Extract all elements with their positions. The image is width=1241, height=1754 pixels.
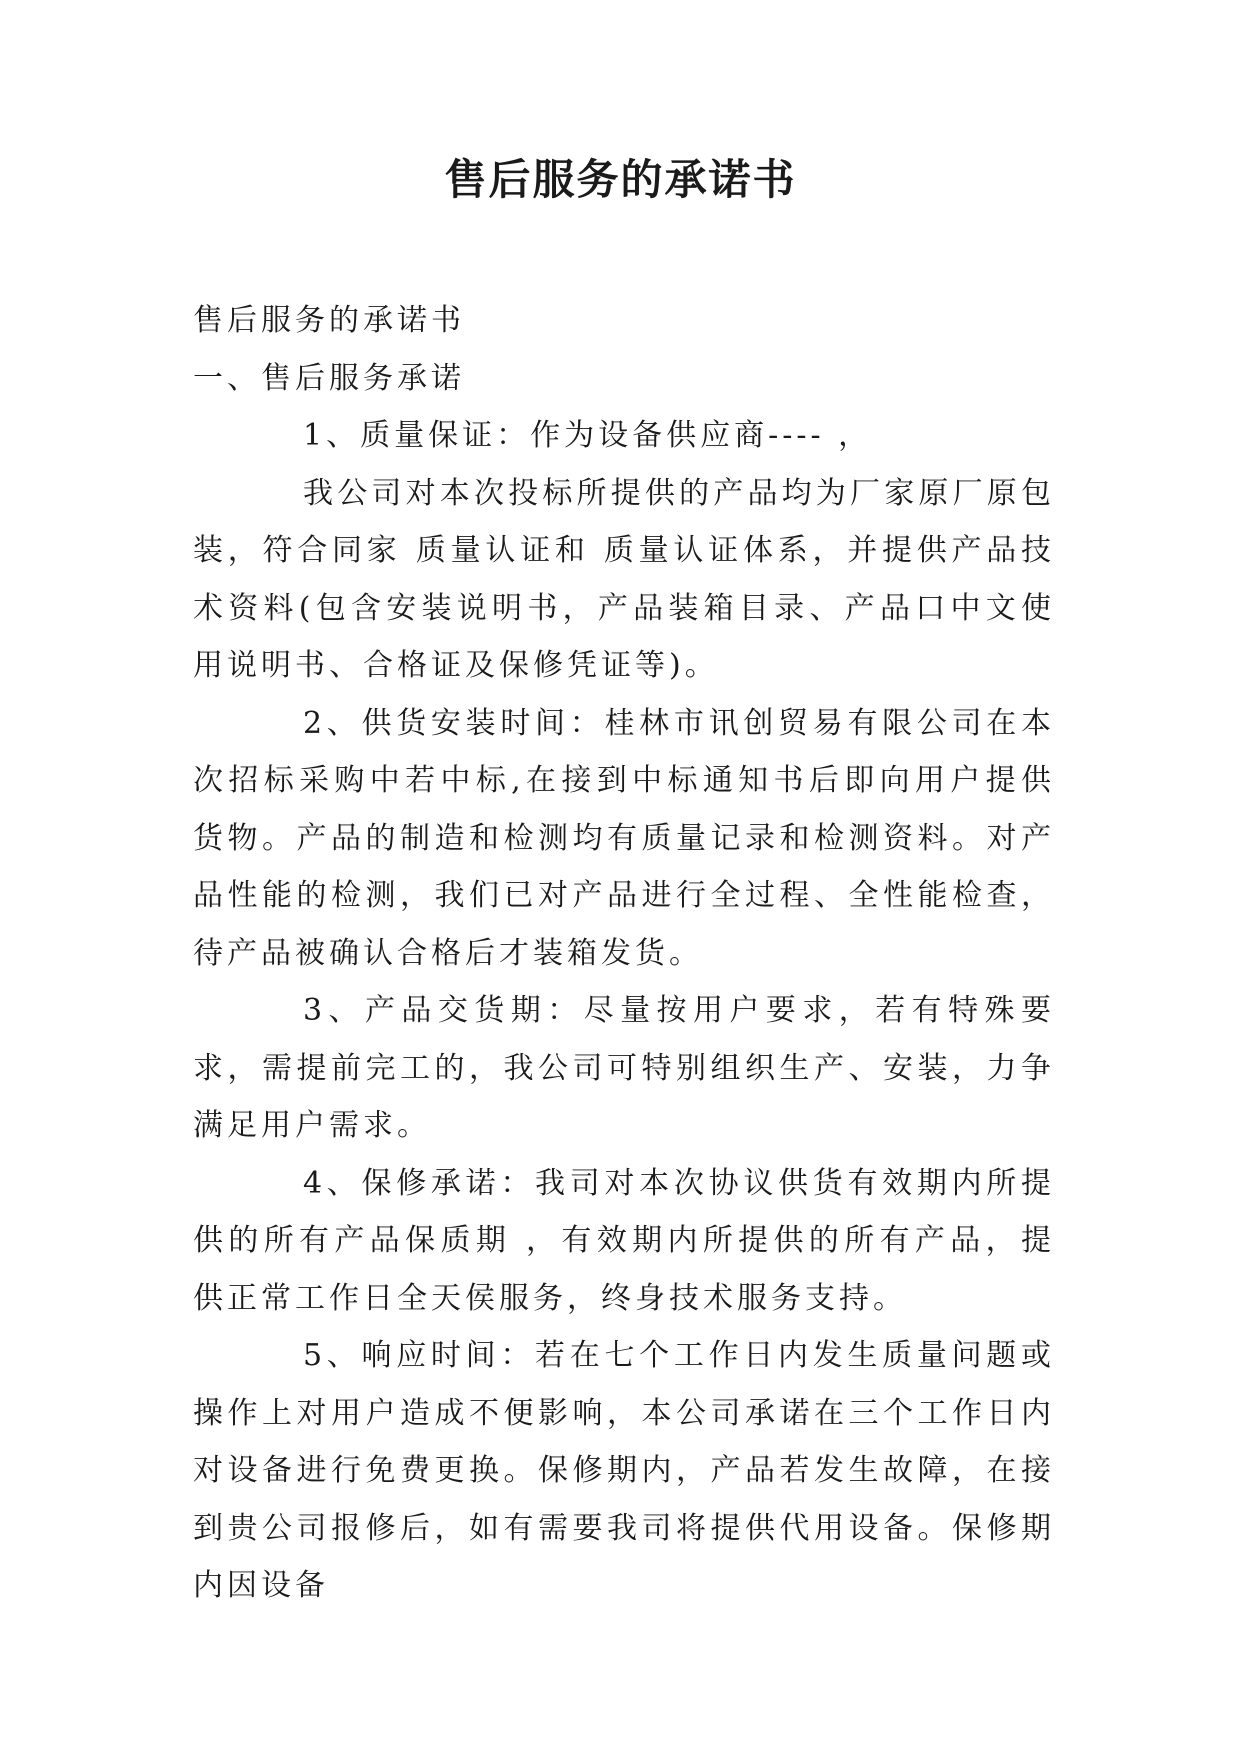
- paragraph-quality-details: 我公司对本次投标所提供的产品均为厂家原厂原包装，符合同家 质量认证和 质量认证体系，并提供产品技术资料(包含安装说明书，产品装箱目录、产品口中文使用说明书、合格证及保修凭证等)。: [193, 475, 1055, 683]
- paragraph-response-time: 5、响应时间：若在七个工作日内发生质量问题或操作上对用户造成不便影响，本公司承诺在三个工作日内对设备进行免费更换。保修期内，产品若发生故障，在接到贵公司报修后，如有需要我司将提供代用设备。保修期内因设备: [193, 1338, 1055, 1603]
- document-body: [193, 292, 1055, 1615]
- body-subtitle: 售后服务的承诺书: [193, 303, 465, 338]
- document-title: 售后服务的承诺书: [444, 155, 797, 204]
- paragraph-delivery-period: 3、产品交货期：尽量按用户要求，若有特殊要求，需提前完工的，我公司可特别组织生产、安装，力争满足用户需求。: [193, 993, 1055, 1143]
- paragraph-delivery-installation: 2、供货安装时间：桂林市讯创贸易有限公司在本次招标采购中若中标,在接到中标通知书后即向用户提供货物。产品的制造和检测均有质量记录和检测资料。对产品性能的检测，我们已对产品进行全过程、全性能检查，待产品被确认合格后才装箱发货。: [193, 705, 1055, 971]
- section-heading: 一、售后服务承诺: [193, 360, 465, 396]
- paragraph-warranty: 4、保修承诺：我司对本次协议供货有效期内所提供的所有产品保质期 ，有效期内所提供的所有产品，提供正常工作日全天侯服务，终身技术服务支持。: [193, 1165, 1055, 1316]
- paragraph-quality-guarantee: 1、质量保证：作为设备供应商---- ，: [303, 418, 873, 453]
